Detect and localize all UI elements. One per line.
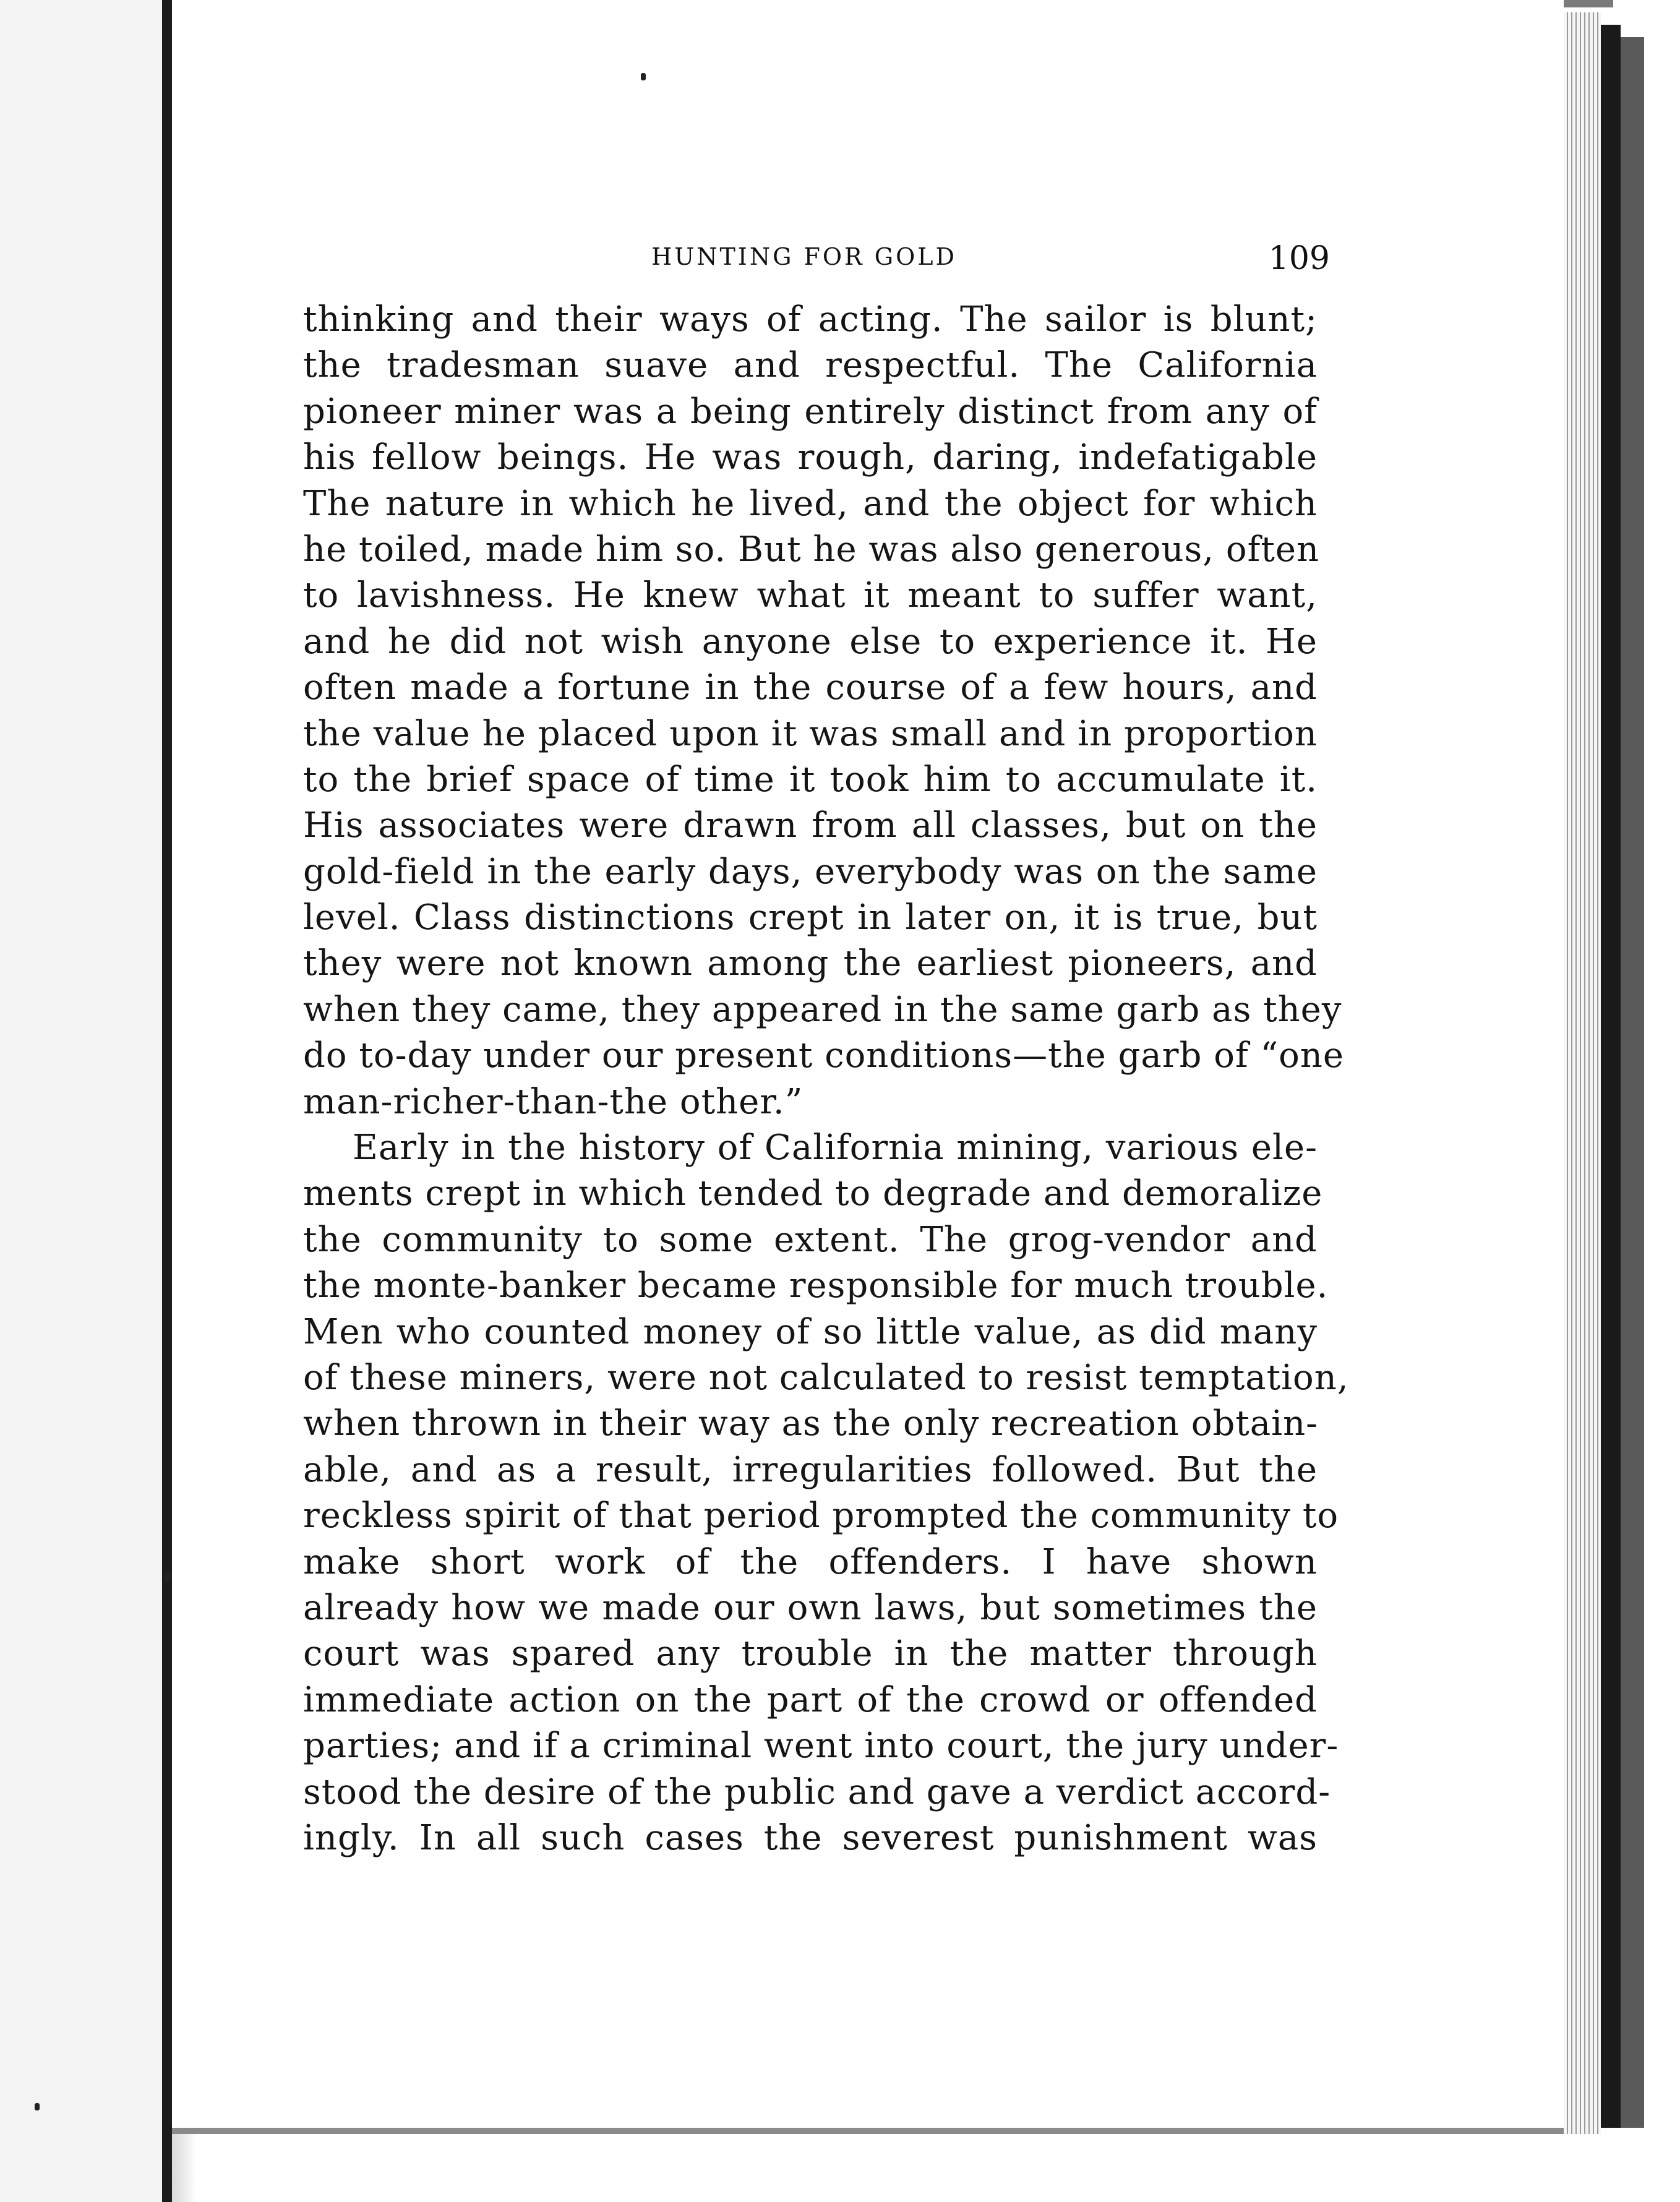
text-line: to the brief space of time it took him to accumulate it. [303,759,1318,800]
text-line: the monte-banker became responsible for much trouble. [303,1266,1329,1306]
text-line: he toiled, made him so. But he was also generous, often [303,529,1320,570]
book-cover-outer [1621,37,1644,2128]
running-head: HUNTING FOR GOLD [651,243,957,270]
dust-speck [35,2103,40,2110]
dust-speck [641,73,646,80]
text-line: Early in the history of California mining, various ele- [353,1128,1318,1168]
text-line: of these miners, were not calculated to resist temptation, [303,1357,1349,1398]
text-line: man-richer-than-the other.” [303,1081,804,1122]
text-line: when thrown in their way as the only recreation obtain- [303,1403,1319,1444]
book-gutter [162,0,172,2202]
text-line: the value he placed upon it was small and in proportion [303,713,1318,754]
text-line: ments crept in which tended to degrade and demoralize [303,1173,1323,1214]
text-line: The nature in which he lived, and the object for which [303,483,1318,524]
text-line: His associates were drawn from all classes, but on the [303,805,1318,846]
dust-speck [165,1571,171,1582]
text-line: Men who counted money of so little value, as did many [303,1311,1318,1352]
text-line: the tradesman suave and respectful. The California [303,345,1318,386]
page-number: 109 [1268,240,1330,277]
text-line: stood the desire of the public and gave a verdict accord- [303,1771,1331,1812]
text-line: when they came, they appeared in the same garb as they [303,989,1342,1030]
text-line: already how we made our own laws, but sometimes the [303,1587,1318,1628]
text-line: level. Class distinctions crept in later on, it is true, but [303,898,1318,938]
text-line: gold-field in the early days, everybody was on the same [303,851,1318,892]
text-line: his fellow beings. He was rough, daring, indefatigable [303,437,1318,478]
text-line: make short work of the offenders. I have shown [303,1541,1318,1582]
text-line: to lavishness. He knew what it meant to suffer want, [303,575,1318,616]
text-line: and he did not wish anyone else to experience it. He [303,621,1318,662]
text-line: court was spared any trouble in the matter through [303,1634,1318,1674]
text-line: ingly. In all such cases the severest punishment was [303,1817,1318,1858]
text-line: immediate action on the part of the crowd or offended [303,1679,1318,1720]
paragraph [303,297,1345,1125]
text-line: they were not known among the earliest pioneers, and [303,943,1318,984]
text-line: often made a fortune in the course of a few hours, and [303,667,1318,708]
text-line: parties; and if a criminal went into court, the jury under- [303,1726,1339,1767]
text-line: the community to some extent. The grog-vendor and [303,1219,1318,1260]
page-bottom-edge [172,2128,1576,2134]
book-cover-board [1601,25,1621,2128]
facing-page [0,0,166,2202]
text-line: thinking and their ways of acting. The sailor is blunt; [303,299,1318,340]
text-line: reckless spirit of that period prompted the community to [303,1496,1339,1536]
text-line: do to-day under our present conditions—the garb of “one [303,1035,1345,1076]
text-line: pioneer miner was a being entirely distinct from any of [303,391,1318,432]
paragraph [303,1125,1349,1861]
text-line: able, and as a result, irregularities followed. But the [303,1449,1318,1490]
page-edges-stack [1564,12,1601,2134]
body-text [303,297,1349,1861]
